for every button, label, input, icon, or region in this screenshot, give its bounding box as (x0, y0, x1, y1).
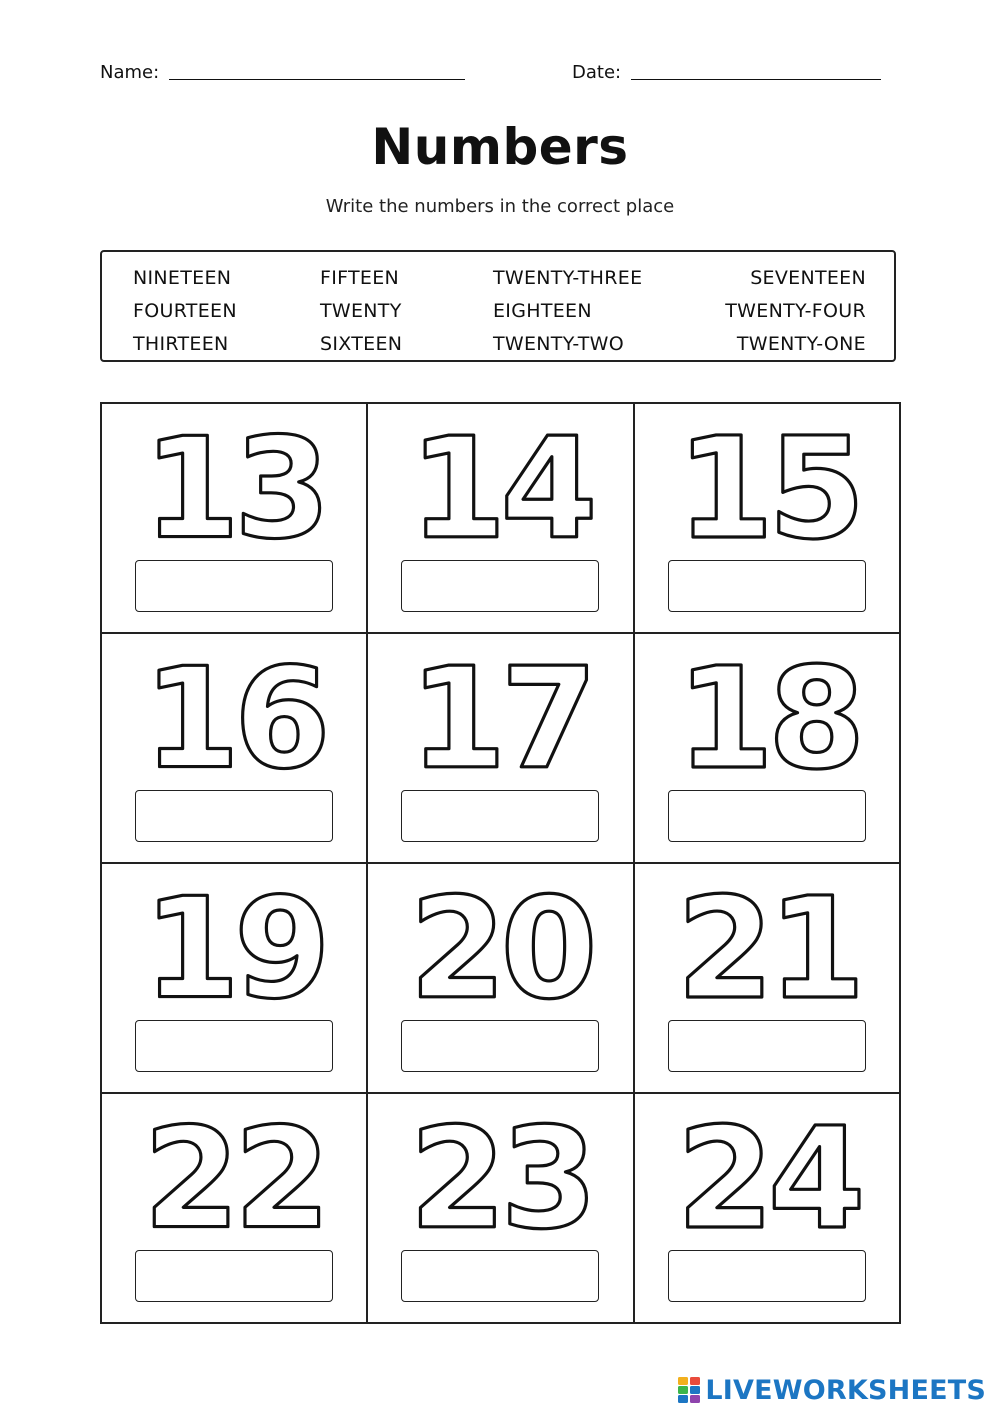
outlined-number (635, 1094, 901, 1244)
answer-box[interactable] (401, 1250, 599, 1302)
number-label: 14 (409, 407, 592, 554)
number-cell (635, 404, 901, 634)
answer-box[interactable] (135, 1020, 333, 1072)
word-bank-item: FIFTEEN (320, 267, 400, 289)
outlined-number (102, 864, 366, 1014)
number-cell (635, 864, 901, 1094)
outlined-number (368, 404, 633, 554)
word-bank-item: TWENTY-FOUR (725, 300, 866, 322)
outlined-number (102, 634, 366, 784)
word-bank (100, 250, 896, 362)
date-label: Date: (572, 62, 622, 83)
answer-box[interactable] (135, 1250, 333, 1302)
outlined-number (102, 404, 366, 554)
outlined-number (635, 404, 901, 554)
word-bank-item: TWENTY (320, 300, 402, 322)
date-field[interactable] (572, 62, 881, 83)
liveworksheets-logo (678, 1373, 986, 1407)
word-bank-item: EIGHTEEN (493, 300, 592, 322)
number-label: 13 (143, 407, 325, 554)
numbers-grid (100, 402, 901, 1324)
answer-box[interactable] (401, 1020, 599, 1072)
number-label: 20 (409, 867, 592, 1014)
answer-box[interactable] (401, 560, 599, 612)
liveworksheets-logo-icon (678, 1377, 700, 1403)
word-bank-item: THIRTEEN (133, 333, 229, 355)
number-cell (635, 634, 901, 864)
answer-box[interactable] (135, 560, 333, 612)
word-bank-item: TWENTY-ONE (736, 333, 866, 355)
number-cell (102, 634, 368, 864)
number-label: 22 (143, 1097, 325, 1244)
number-cell (102, 1094, 368, 1322)
word-bank-column (320, 262, 402, 361)
answer-box[interactable] (668, 1250, 866, 1302)
word-bank-column (133, 262, 237, 361)
number-cell (102, 404, 368, 634)
word-bank-item: NINETEEN (133, 267, 232, 289)
number-cell (635, 1094, 901, 1322)
outlined-number (368, 1094, 633, 1244)
name-label: Name: (100, 62, 160, 83)
answer-box[interactable] (401, 790, 599, 842)
outlined-number (368, 864, 633, 1014)
number-label: 17 (409, 637, 592, 784)
header-row (100, 62, 900, 88)
page-title: Numbers (371, 118, 629, 176)
number-label: 15 (676, 408, 860, 554)
word-bank-column (493, 262, 642, 361)
outlined-number (368, 634, 633, 784)
logo-text: LIVEWORKSHEETS (705, 1374, 986, 1406)
word-bank-item: TWENTY-TWO (493, 333, 625, 355)
answer-box[interactable] (668, 1020, 866, 1072)
word-bank-column (725, 262, 866, 361)
outlined-number (635, 864, 901, 1014)
number-label: 24 (676, 1098, 860, 1244)
word-bank-item: SIXTEEN (320, 333, 403, 355)
instructions: Write the numbers in the correct place (325, 196, 675, 217)
number-label: 16 (143, 637, 325, 784)
answer-box[interactable] (135, 790, 333, 842)
number-label: 19 (143, 867, 325, 1014)
number-cell (102, 864, 368, 1094)
number-cell (368, 1094, 635, 1322)
number-cell (368, 404, 635, 634)
number-label: 23 (409, 1097, 592, 1244)
word-bank-item: TWENTY-THREE (493, 267, 643, 289)
word-bank-item: FOURTEEN (133, 300, 237, 322)
number-cell (368, 634, 635, 864)
outlined-number (102, 1094, 366, 1244)
outlined-number (635, 634, 901, 784)
number-cell (368, 864, 635, 1094)
word-bank-item: SEVENTEEN (750, 267, 866, 289)
number-label: 18 (676, 638, 860, 784)
date-line[interactable] (631, 79, 881, 80)
answer-box[interactable] (668, 790, 866, 842)
number-label: 21 (676, 868, 860, 1014)
answer-box[interactable] (668, 560, 866, 612)
name-field[interactable] (100, 62, 465, 83)
name-line[interactable] (169, 79, 465, 80)
